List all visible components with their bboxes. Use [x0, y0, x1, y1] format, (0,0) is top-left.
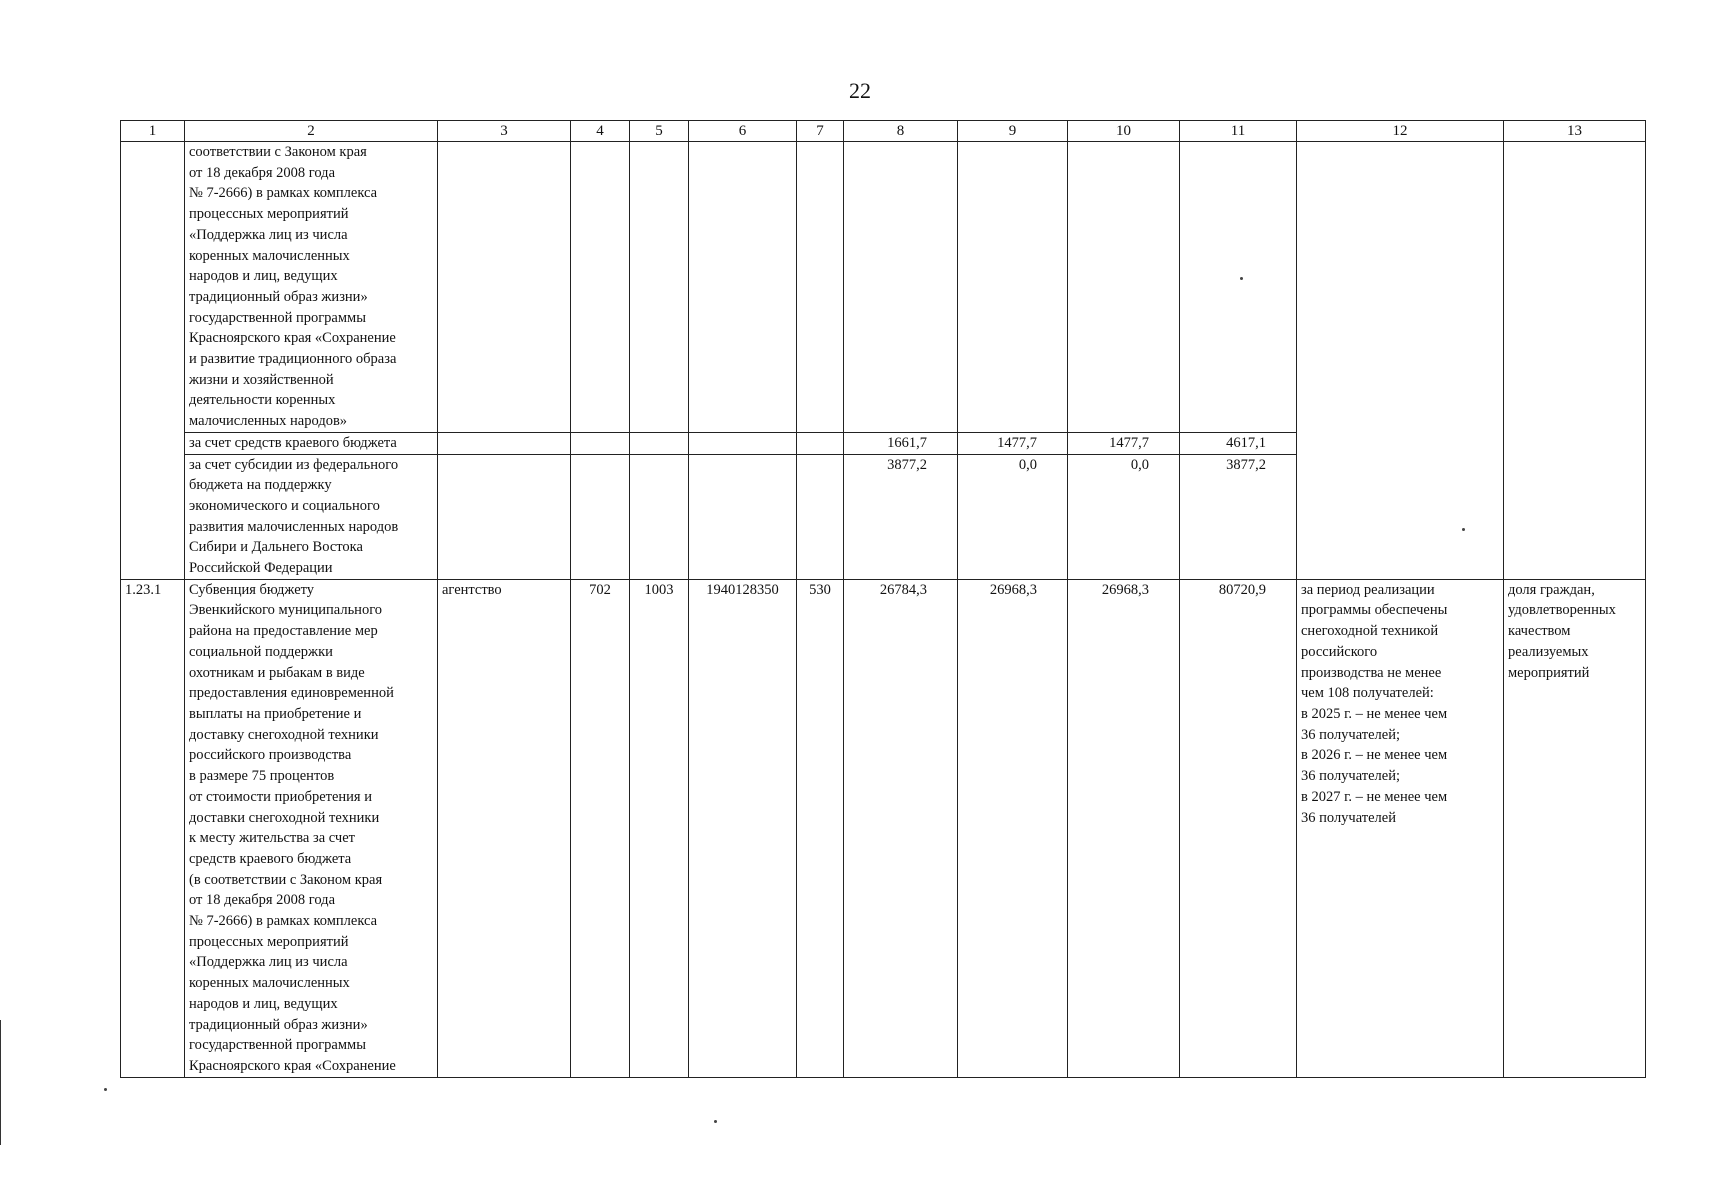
scan-speck: [1240, 277, 1243, 280]
executor-cell: [438, 142, 571, 433]
year-2027-value: 26968,3: [1068, 579, 1180, 1077]
funding-source-label: за счет средств краевого бюджета: [185, 432, 438, 454]
year-2025-value: 3877,2: [844, 454, 958, 579]
rzpr-cell: [630, 142, 689, 433]
year-2027-cell: [1068, 142, 1180, 433]
vr-cell: [797, 432, 844, 454]
column-number-header: 10: [1068, 121, 1180, 142]
vr-cell: [797, 142, 844, 433]
program-table: [120, 120, 1646, 1078]
column-number-row: [121, 121, 1646, 142]
column-number-header: 11: [1180, 121, 1297, 142]
rzpr-value: 1003: [630, 579, 689, 1077]
csr-cell: [689, 454, 797, 579]
page-number: 22: [849, 78, 871, 103]
grbs-value: 702: [571, 579, 630, 1077]
executor-value: агентство: [438, 579, 571, 1077]
column-number-header: 4: [571, 121, 630, 142]
year-2026-value: 1477,7: [958, 432, 1068, 454]
rzpr-cell: [630, 454, 689, 579]
item-number: 1.23.1: [121, 579, 185, 1077]
item-description-continued: соответствии с Законом края от 18 декабря 2008 года № 7-2666) в рамках комплекса процессных мероприятий «Поддержка лиц из числа коренных малочисленных народов и лиц, ведущих традиционный образ жизни» государственной программы Красноярского края «Сохранение и развитие традиционного образа жизни и хозяйственной деятельности коренных малочисленных народов»: [185, 142, 438, 433]
column-number-header: 9: [958, 121, 1068, 142]
column-number-header: 3: [438, 121, 571, 142]
column-number-header: 13: [1504, 121, 1646, 142]
column-number-header: 7: [797, 121, 844, 142]
item-number-cell: [121, 142, 185, 580]
column-number-header: 12: [1297, 121, 1504, 142]
item-description: Субвенция бюджету Эвенкийского муниципального района на предоставление мер социальной поддержки охотникам и рыбакам в виде предоставления единовременной выплаты на приобретение и доставку снегоходной техники российского производства в размере 75 процентов от стоимости приобретения и доставки снегоходной техники к месту жительства за счет средств краевого бюджета (в соответствии с Законом края от 18 декабря 2008 года № 7-2666) в рамках комплекса процессных мероприятий «Поддержка лиц из числа коренных малочисленных народов и лиц, ведущих традиционный образ жизни» государственной программы Красноярского края «Сохранение: [185, 579, 438, 1077]
result-cell: [1297, 142, 1504, 580]
scan-speck: [104, 1088, 107, 1091]
year-2026-value: 0,0: [958, 454, 1068, 579]
vr-value: 530: [797, 579, 844, 1077]
performance-indicator: доля граждан, удовлетворенных качеством реализуемых мероприятий: [1504, 579, 1646, 1077]
executor-cell: [438, 432, 571, 454]
total-value: 4617,1: [1180, 432, 1297, 454]
scan-speck: [1462, 528, 1465, 531]
csr-cell: [689, 432, 797, 454]
year-2025-cell: [844, 142, 958, 433]
csr-value: 1940128350: [689, 579, 797, 1077]
vr-cell: [797, 454, 844, 579]
year-2025-value: 1661,7: [844, 432, 958, 454]
expected-result: за период реализации программы обеспечены снегоходной техникой российского производства не менее чем 108 получателей: в 2025 г. – не менее чем 36 получателей; в 2026 г. – не менее чем 36 получателей; в 2027 г. – не менее чем 36 получателей: [1297, 579, 1504, 1077]
grbs-cell: [571, 432, 630, 454]
year-2026-value: 26968,3: [958, 579, 1068, 1077]
year-2026-cell: [958, 142, 1068, 433]
rzpr-cell: [630, 432, 689, 454]
continued-item-row: [121, 142, 1646, 433]
funding-source-label: за счет субсидии из федерального бюджета на поддержку экономического и социального развития малочисленных народов Сибири и Дальнего Востока Российской Федерации: [185, 454, 438, 579]
column-number-header: 1: [121, 121, 185, 142]
column-number-header: 8: [844, 121, 958, 142]
grbs-cell: [571, 454, 630, 579]
year-2025-value: 26784,3: [844, 579, 958, 1077]
year-2027-value: 1477,7: [1068, 432, 1180, 454]
scan-speck: [714, 1120, 717, 1123]
total-value: 3877,2: [1180, 454, 1297, 579]
scan-margin-line: [0, 1020, 5, 1145]
total-value: 80720,9: [1180, 579, 1297, 1077]
column-number-header: 5: [630, 121, 689, 142]
item-1-23-1-row: [121, 579, 1646, 1077]
year-2027-value: 0,0: [1068, 454, 1180, 579]
executor-cell: [438, 454, 571, 579]
total-cell: [1180, 142, 1297, 433]
csr-cell: [689, 142, 797, 433]
column-number-header: 6: [689, 121, 797, 142]
grbs-cell: [571, 142, 630, 433]
indicator-cell: [1504, 142, 1646, 580]
column-number-header: 2: [185, 121, 438, 142]
